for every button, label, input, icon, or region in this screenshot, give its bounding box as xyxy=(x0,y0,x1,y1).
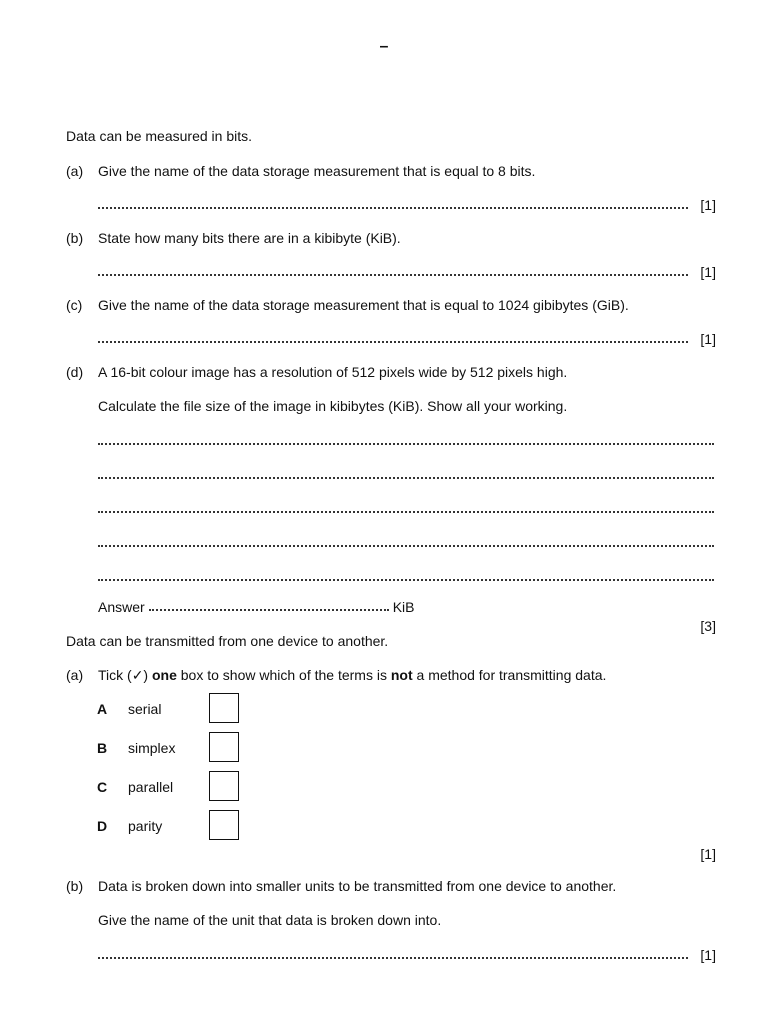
mark-2a: [1] xyxy=(700,846,716,862)
option-c-text: parallel xyxy=(128,779,174,795)
question-1c-text: Give the name of the data storage measurement that is equal to 1024 gibibytes (GiB). xyxy=(98,297,629,313)
option-a-letter: A xyxy=(97,701,108,717)
option-d-letter: D xyxy=(97,818,108,834)
answer-unit: KiB xyxy=(392,599,415,615)
question-2b-text: Data is broken down into smaller units to be transmitted from one device to another. xyxy=(98,878,617,894)
working-line[interactable] xyxy=(98,441,714,445)
mark-2b: [1] xyxy=(700,947,716,963)
answer-row-1d xyxy=(98,599,414,615)
option-c-letter: C xyxy=(97,779,108,795)
question-1d-label: (d) xyxy=(66,364,84,380)
answer-line-1a[interactable] xyxy=(98,205,688,209)
answer-field-1d[interactable] xyxy=(149,609,389,611)
question-1c-label: (c) xyxy=(66,297,83,313)
answer-label: Answer xyxy=(98,599,145,615)
page-marker: – xyxy=(379,38,389,55)
option-b-letter: B xyxy=(97,740,108,756)
section1-intro: Data can be measured in bits. xyxy=(66,128,252,144)
option-c-checkbox[interactable] xyxy=(209,771,239,801)
mark-1c: [1] xyxy=(700,331,716,347)
answer-line-1c[interactable] xyxy=(98,339,688,343)
section2-intro: Data can be transmitted from one device to another. xyxy=(66,633,389,649)
option-b-text: simplex xyxy=(128,740,176,756)
mark-1d: [3] xyxy=(700,618,716,634)
question-1d-text: A 16-bit colour image has a resolution of 512 pixels wide by 512 pixels high. xyxy=(98,364,568,380)
question-1a-text: Give the name of the data storage measurement that is equal to 8 bits. xyxy=(98,163,536,179)
question-1d-instruction: Calculate the file size of the image in kibibytes (KiB). Show all your working. xyxy=(98,398,568,414)
question-2b-label: (b) xyxy=(66,878,84,894)
option-a-text: serial xyxy=(128,701,162,717)
mark-1b: [1] xyxy=(700,264,716,280)
question-1a-label: (a) xyxy=(66,163,84,179)
working-line[interactable] xyxy=(98,509,714,513)
option-d-text: parity xyxy=(128,818,163,834)
q2a-text-part: Tick (✓) xyxy=(98,667,149,683)
answer-line-1b[interactable] xyxy=(98,272,688,276)
option-a-checkbox[interactable] xyxy=(209,693,239,723)
working-line[interactable] xyxy=(98,475,714,479)
mark-1a: [1] xyxy=(700,197,716,213)
option-d-checkbox[interactable] xyxy=(209,810,239,840)
question-1b-text: State how many bits there are in a kibibyte (KiB). xyxy=(98,230,401,246)
q2a-emphasis-one: one xyxy=(151,667,177,683)
q2a-text-part: box to show which of the terms is xyxy=(180,667,387,683)
option-b-checkbox[interactable] xyxy=(209,732,239,762)
question-1b-label: (b) xyxy=(66,230,84,246)
q2a-text-part: a method for transmitting data. xyxy=(416,667,607,683)
question-2a-text xyxy=(98,667,606,684)
q2a-emphasis-not: not xyxy=(390,667,413,683)
working-line[interactable] xyxy=(98,543,714,547)
answer-line-2b[interactable] xyxy=(98,955,688,959)
working-line[interactable] xyxy=(98,577,714,581)
question-2b-instruction: Give the name of the unit that data is broken down into. xyxy=(98,912,442,928)
question-2a-label: (a) xyxy=(66,667,84,683)
